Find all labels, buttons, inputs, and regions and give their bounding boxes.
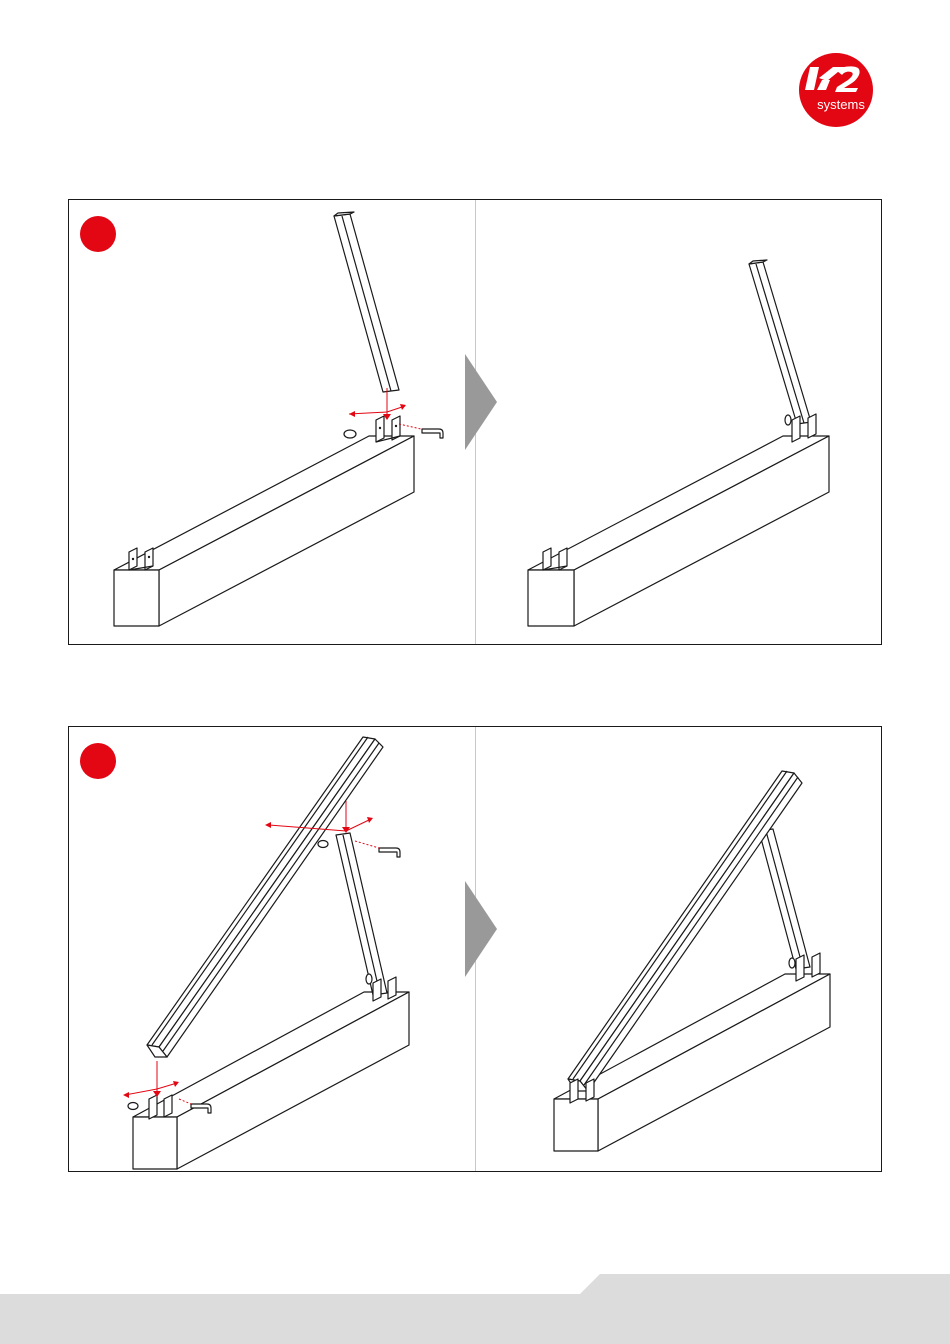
step-2-panel (68, 726, 882, 1172)
logo-word: systems (817, 97, 865, 112)
step-1-before-illustration (69, 200, 475, 644)
logo-mark: K2 (792, 52, 794, 53)
step-1-panel (68, 199, 882, 645)
step-2-before-illustration (69, 727, 475, 1171)
step-2-after-illustration (476, 727, 882, 1171)
step-1-after-illustration (476, 200, 882, 644)
k2-systems-logo (792, 52, 880, 128)
footer-band (0, 1274, 950, 1344)
